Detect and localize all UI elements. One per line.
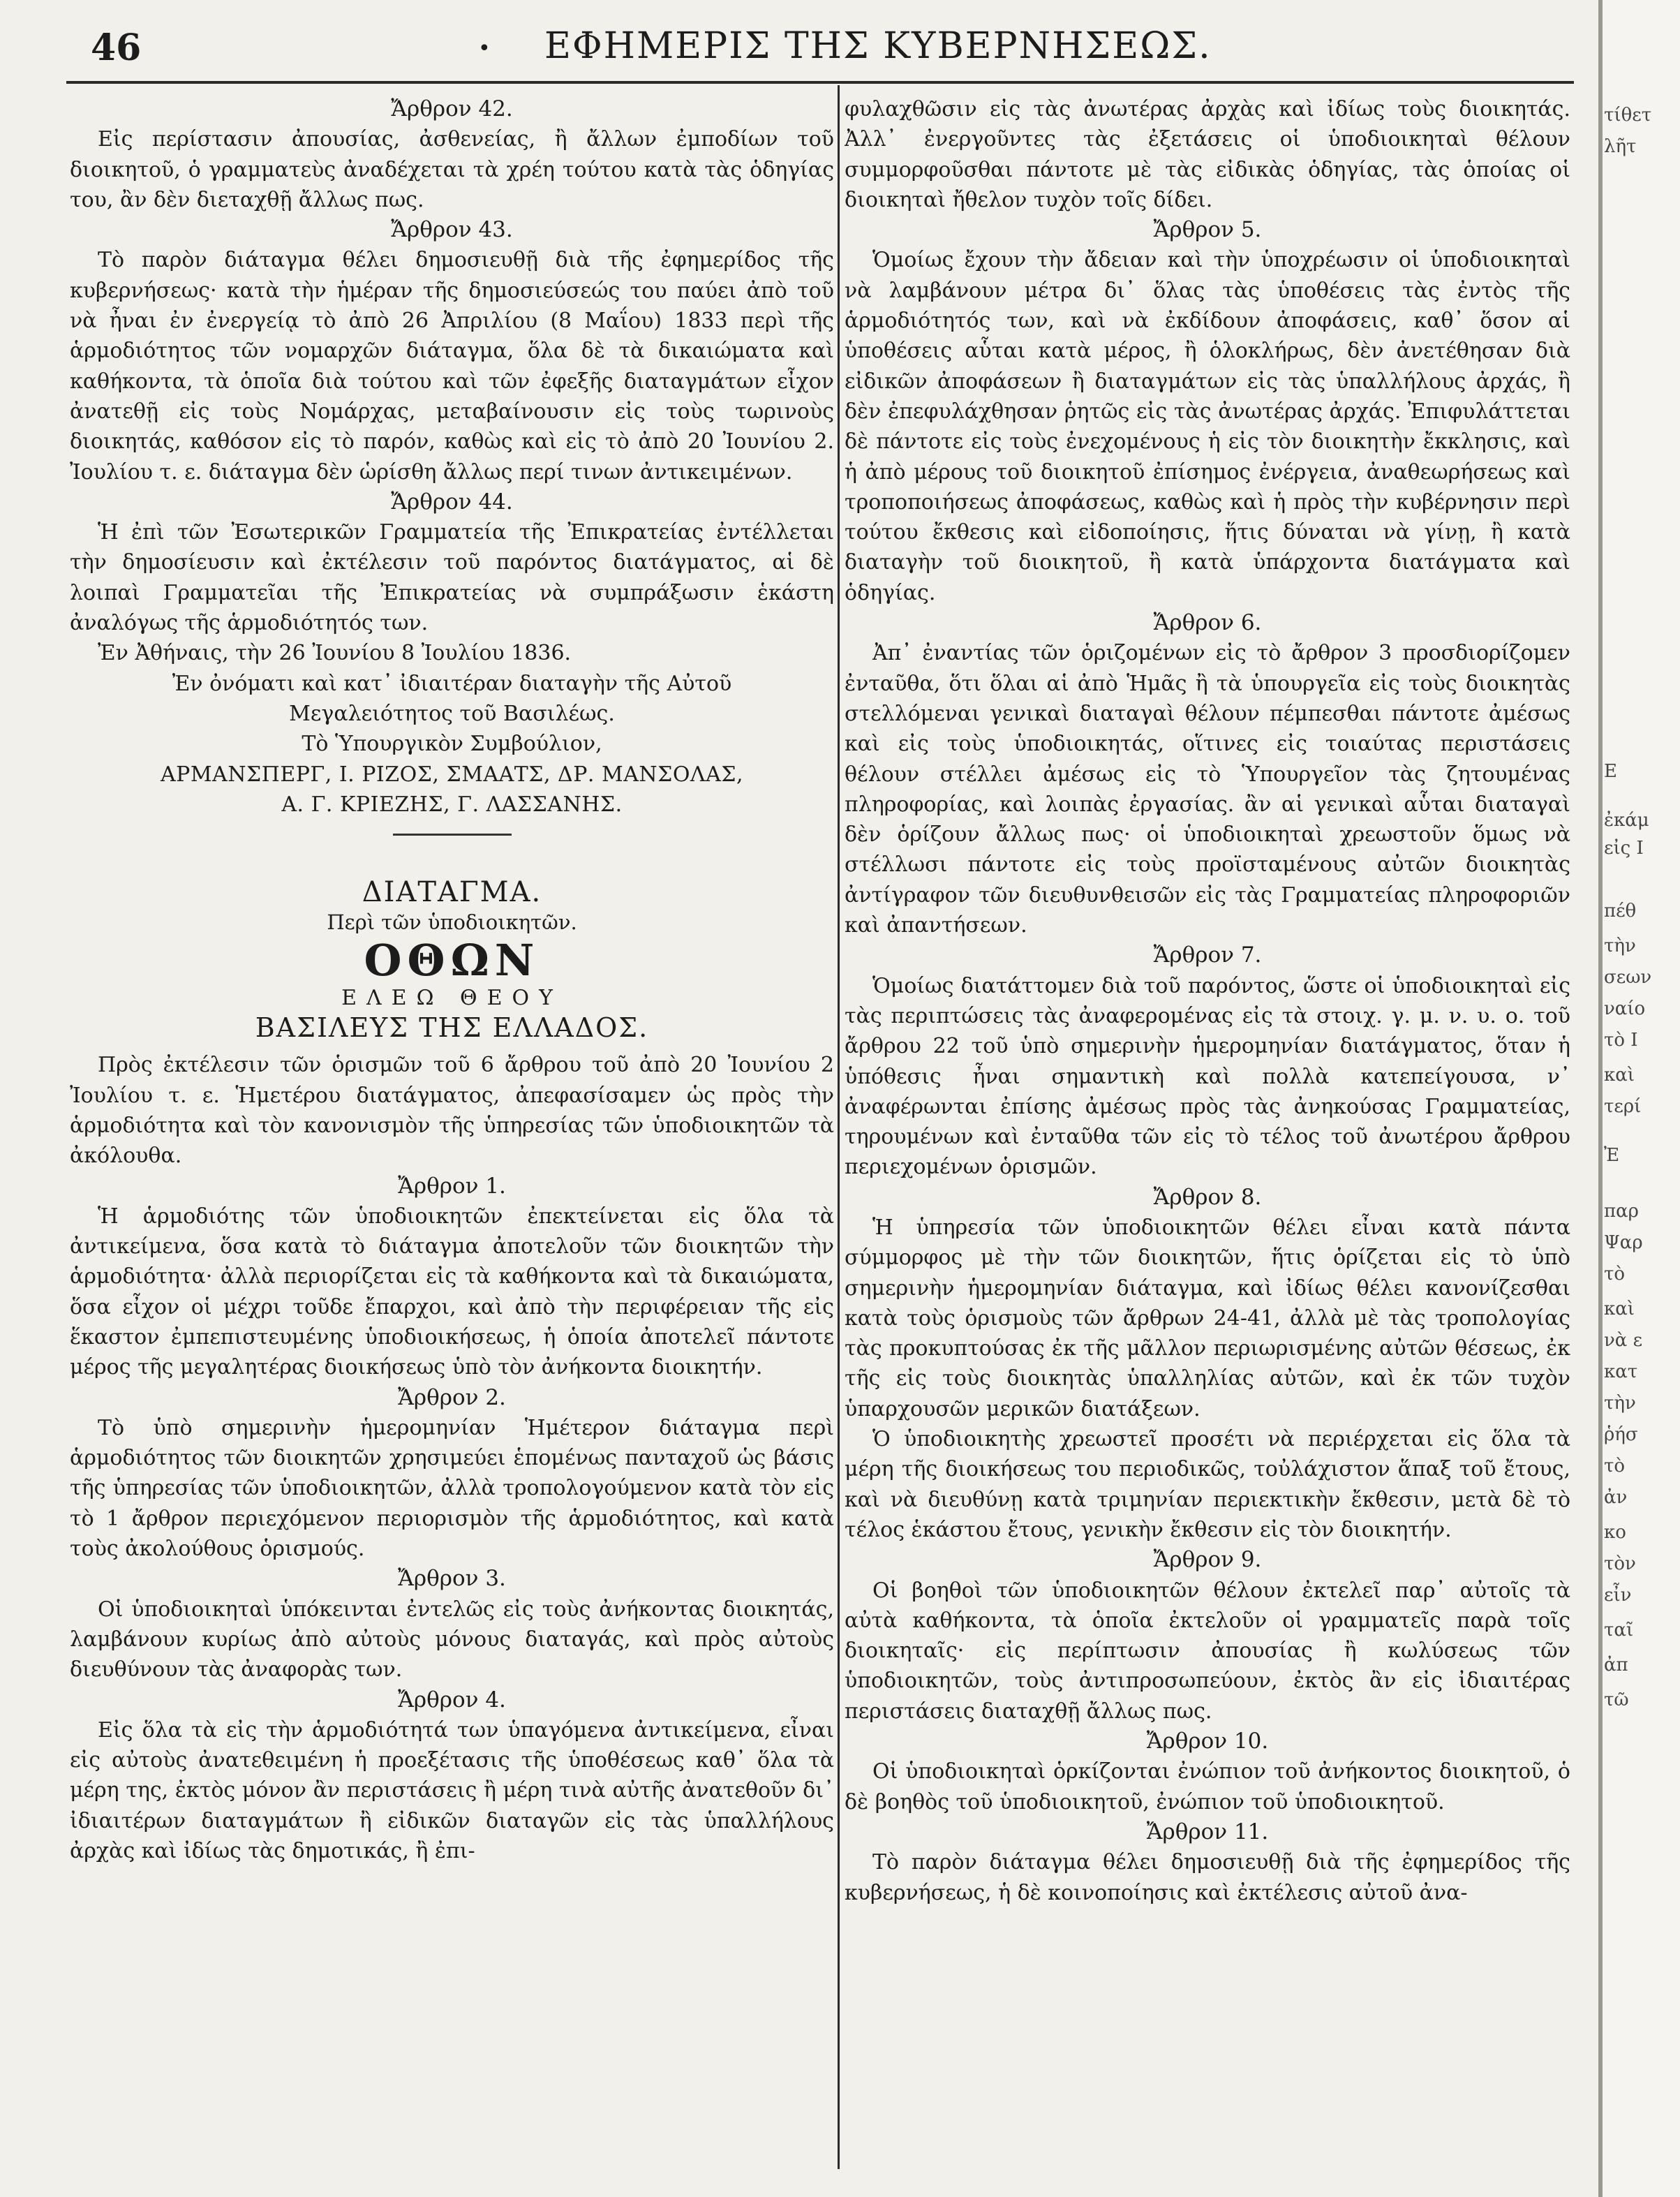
article-text: Ὁμοίως διατάττομεν διὰ τοῦ παρόντος, ὥστε οἱ ὑποδιοικηταὶ εἰς τὰς περιπτώσεις τὰς ἀναφερομένας εἰς τὰ στοιχ. γ. μ. ν. υ. ο. τοῦ ἄρθρου 22 τοῦ ὑπὸ σημερινὴν ἡμερομηνίαν διατάγματος, ὅταν ἡ ὑπόθεσις ἦναι σημαντικὴ καὶ πολλὰ κατεπείγουσα, ν᾽ ἀναφέρωνται ἐπίσης ἀμέσως πρὸς τὰς ἀνηκούσας Γραμματείας, τηρουμένων καὶ ἐνταῦθα τῶν εἰς τὸ τέλος τοῦ ἀνωτέρου ἄρθρου περιεχομένων ὁρισμῶν. bbox=[845, 973, 1570, 1180]
adjacent-page-fragment: ἀν bbox=[1604, 1487, 1628, 1508]
adjacent-page-fragment: καὶ bbox=[1604, 1299, 1635, 1319]
signatories: Α. Γ. ΚΡΙΕΖΗΣ, Γ. ΛΑΣΣΑΝΗΣ. bbox=[281, 792, 623, 817]
decree-subtitle: Περὶ τῶν ὑποδιοικητῶν. bbox=[327, 910, 577, 935]
article-text: Οἱ ὑποδιοικηταὶ ὑπόκεινται ἐντελῶς εἰς τοὺς ἀνήκοντας διοικητάς, λαμβάνουν κυρίως ἀπὸ αὐτοὺς μόνους διαταγάς, καὶ πρὸς αὐτοὺς διευθύνουν τὰς ἀναφορὰς των. bbox=[70, 1597, 834, 1682]
adjacent-page-fragment: καὶ bbox=[1604, 1065, 1635, 1086]
article-text: Τὸ ὑπὸ σημερινὴν ἡμερομηνίαν Ἡμέτερον διάταγμα περὶ ἁρμοδιότητος τῶν διοικητῶν χρησιμεύει ἑπομένως πανταχοῦ ὡς βάσις τῆς ὑπηρεσίας τῶν ὑποδιοικητῶν, ἀλλὰ τροπολογούμενον κατὰ τὸν εἰς τὸ 1 ἄρθρον περιεχόμενον περιορισμὸν τῆς ἁρμοδιότητος, καὶ κατὰ τοὺς ἀκολούθους ὁρισμούς. bbox=[70, 1415, 834, 1562]
adjacent-page-fragment: ναίο bbox=[1604, 998, 1646, 1019]
column-divider bbox=[838, 85, 840, 2169]
adjacent-page-fragment: τὸ bbox=[1604, 1264, 1626, 1285]
article-text: Εἰς ὅλα τὰ εἰς τὴν ἁρμοδιότητά των ὑπαγόμενα ἀντικείμενα, εἶναι εἰς αὐτοὺς ἀνατεθειμένη ἡ προεξέτασις τῆς ὑποθέσεως καθ᾽ ὅλα τὰ μέρη της, ἐκτὸς μόνον ἂν περιστάσεις ἢ μέρη τινὰ αὐτῆς ἀνατεθοῦν δι᾽ ἰδιαιτέρων διαταγμάτων ἢ εἰδικῶν διαταγῶν εἰς τὰς ὑπαλλήλους ἀρχὰς καὶ ἰδίως τὰς δημοτικάς, ἢ ἐπι- bbox=[70, 1717, 834, 1864]
preamble: Πρὸς ἐκτέλεσιν τῶν ὁρισμῶν τοῦ 6 ἄρθρου τοῦ ἀπὸ 20 Ἰουνίου 2 Ἰουλίου τ. ε. Ἡμετέρου διατάγματος, ἀπεφασίσαμεν ὡς πρὸς τὴν ἁρμοδιότητα καὶ τὸν κανονισμὸν τῆς ὑπηρεσίας τῶν ὑποδιοικητῶν τὰ ἀκόλουθα. bbox=[70, 1053, 834, 1169]
article-text: Οἱ βοηθοὶ τῶν ὑποδιοικητῶν θέλουν ἐκτελεῖ παρ᾽ αὐτοῖς τὰ αὐτὰ καθήκοντα, τὰ ὁποῖα ἐκτελοῦν οἱ γραμματεῖς παρὰ τοῖς διοικηταῖς· εἰς περίπτωσιν ἀπουσίας ἢ κωλύσεως τῶν ὑποδιοικητῶν, τοὺς ἀντιπροσωπεύουν, ἐκτὸς ἂν εἰς ἰδιαιτέρας περιστάσεις διαταχθῇ ἄλλως πως. bbox=[845, 1578, 1570, 1724]
article-text: Ἡ ὑπηρεσία τῶν ὑποδιοικητῶν θέλει εἶναι κατὰ πάντα σύμμορφος μὲ τὴν τῶν διοικητῶν, ἥτις ὁρίζεται εἰς τὸ ὑπὸ σημερινὴν ἡμερομηνίαν διάταγμα, καὶ ἰδίως θέλει κανονίζεσθαι κατὰ τοὺς ὁρισμοὺς τῶν ἄρθρων 24-41, ἀλλὰ μὲ τὰς τροπολογίας τὰς προκυπτούσας ἐκ τῆς μᾶλλον περιωρισμένης αὐτῶν θέσεως, ἐκ τῆς εἰς τοὺς διοικητὰς ὑπαλληλίας αὐτῶν, καὶ ἐκ τῶν τυχὸν ὑπαρχουσῶν μερικῶν διατάξεων. bbox=[845, 1215, 1570, 1421]
article-heading: Ἄρθρον 9. bbox=[1153, 1547, 1262, 1573]
decree-title: ΔΙΑΤΑΓΜΑ. bbox=[362, 876, 542, 909]
adjacent-page-fragment: ῥήσ bbox=[1604, 1424, 1638, 1445]
adjacent-page-fragment: εἰς Ι bbox=[1604, 838, 1644, 859]
article-heading: Ἄρθρον 43. bbox=[391, 217, 513, 243]
article-heading: Ἄρθρον 2. bbox=[398, 1384, 506, 1410]
article-text: Τὸ παρὸν διάταγμα θέλει δημοσιευθῇ διὰ τῆς ἐφημερίδος τῆς κυβερνήσεως· κατὰ τὴν ἡμέραν τῆς δημοσιεύσεώς του παύει ἀπὸ τοῦ νὰ ἦναι ἐν ἐνεργείᾳ τὸ ἀπὸ 26 Ἀπριλίου (8 Μαΐου) 1833 περὶ τῆς ἁρμοδιότητος τῶν νομαρχῶν διάταγμα, ὅλα δὲ τὰ δικαιώματα καὶ καθήκοντα, τὰ ὁποῖα διὰ τούτου καὶ τῶν ἐφεξῆς διαταγμάτων εἶχον ἀνατεθῇ εἰς τοὺς Νομάρχας, μεταβαίνουσιν εἰς τοὺς τωρινοὺς διοικητάς, καθόσον εἰς τὸ παρόν, καθὼς καὶ εἰς τὸ ἀπὸ 20 Ἰουνίου 2. Ἰουλίου τ. ε. διάταγμα δὲν ὡρίσθη ἄλλως περί τινων ἀντικειμένων. bbox=[70, 248, 834, 484]
article-text: Τὸ παρὸν διάταγμα θέλει δημοσιευθῇ διὰ τῆς ἐφημερίδος τῆς κυβερνήσεως, ἡ δὲ κοινοποίησις καὶ ἐκτέλεσις αὐτοῦ ἀνα- bbox=[845, 1850, 1570, 1905]
adjacent-page-fragment: νὰ ε bbox=[1604, 1330, 1643, 1351]
king-name: ΟΘΩΝ bbox=[364, 934, 540, 986]
article-heading: Ἄρθρον 6. bbox=[1153, 610, 1262, 636]
adjacent-page-fragment: τίθετ bbox=[1604, 105, 1652, 126]
adjacent-page-fragment: κατ bbox=[1604, 1361, 1638, 1382]
article-heading: Ἄρθρον 1. bbox=[398, 1173, 506, 1199]
order-line: Μεγαλειότητος τοῦ Βασιλέως. bbox=[289, 701, 615, 726]
adjacent-page-fragment: Ε bbox=[1604, 761, 1617, 782]
article-text: Ἡ ἁρμοδιότης τῶν ὑποδιοικητῶν ἐπεκτείνεται εἰς ὅλα τὰ ἀντικείμενα, ὅσα κατὰ τὸ διάταγμα ἀποτελοῦν τῶν διοικητῶν τὴν ἁρμοδιότητα· ἀλλὰ περιορίζεται εἰς τὰ καθήκοντα καὶ τὰ δικαιώματα, ὅσα εἶχον οἱ μέχρι τοῦδε ἔπαρχοι, καὶ ἀπὸ τὴν περιφέρειαν τῆς εἰς ἕκαστον ἐμπεπιστευμένης ὑποδιοικήσεως, ἡ ὁποία ἀποτελεῖ πάντοτε μέρος τῆς μεγαλητέρας διοικήσεως ὑπὸ τὸν ἀνήκοντα διοικητήν. bbox=[70, 1204, 834, 1380]
adjacent-page-fragment: ταῖ bbox=[1604, 1620, 1634, 1641]
header-rule bbox=[66, 81, 1574, 84]
adjacent-page-fragment: ἀπ bbox=[1604, 1655, 1628, 1676]
order-line: Ἐν ὀνόματι καὶ κατ᾽ ἰδιαιτέραν διαταγὴν τῆς Αὐτοῦ bbox=[172, 671, 732, 696]
adjacent-page-fragment: τὸν bbox=[1604, 1553, 1636, 1574]
article-text: Οἱ ὑποδιοικηταὶ ὁρκίζονται ἐνώπιον τοῦ ἀνήκοντος διοικητοῦ, ὁ δὲ βοηθὸς τοῦ ὑποδιοικητοῦ, ἐνώπιον τοῦ ὑποδιοικητοῦ. bbox=[845, 1759, 1570, 1814]
adjacent-page-fragment: σεων bbox=[1604, 967, 1652, 988]
adjacent-page-fragment: Ἐ bbox=[1604, 1145, 1620, 1166]
article-heading: Ἄρθρον 5. bbox=[1153, 217, 1262, 243]
adjacent-page-strip bbox=[1598, 0, 1680, 2197]
article-heading: Ἄρθρον 10. bbox=[1146, 1729, 1269, 1754]
adjacent-page-fragment: τὸ bbox=[1604, 1456, 1626, 1477]
article-heading: Ἄρθρον 8. bbox=[1153, 1184, 1262, 1210]
adjacent-page-fragment: εἶν bbox=[1604, 1585, 1632, 1606]
king-title: ΒΑΣΙΛΕΥΣ ΤΗΣ ΕΛΛΑΔΟΣ. bbox=[255, 1012, 649, 1044]
signatories: ΑΡΜΑΝΣΠΕΡΓ, Ι. ΡΙΖΟΣ, ΣΜΑΑΤΣ, ΔΡ. ΜΑΝΣΟΛΑΣ, bbox=[160, 762, 743, 787]
header-dot: • bbox=[478, 36, 491, 61]
article-text: φυλαχθῶσιν εἰς τὰς ἀνωτέρας ἀρχὰς καὶ ἰδίως τοὺς διοικητάς. Ἀλλ᾽ ἐνεργοῦντες τὰς ἐξετάσεις οἱ ὑποδιοικηταὶ θέλουν συμμορφοῦσθαι πάντοτε μὲ τὰς εἰδικὰς ὁδηγίας, τὰς ὁποίας οἱ διοικηταὶ ἤθελον τυχὸν τοῖς δίδει. bbox=[845, 97, 1570, 212]
adjacent-page-fragment: πέθ bbox=[1604, 901, 1637, 922]
article-text: Ὁ ὑποδιοικητὴς χρεωστεῖ προσέτι νὰ περιέρχεται εἰς ὅλα τὰ μέρη τῆς διοικήσεως του περιοδικῶς, τοὐλάχιστον ἅπαξ τοῦ ἔτους, καὶ νὰ διευθύνῃ κατὰ τριμηνίαν περιεκτικὴν ἔκθεσιν, μετὰ δὲ τὸ τέλος ἑκάστου ἔτους, γενικὴν ἔκθεσιν εἰς τὸν διοικητήν. bbox=[845, 1427, 1570, 1542]
article-heading: Ἄρθρον 42. bbox=[391, 96, 513, 121]
left-column bbox=[70, 94, 834, 2161]
section-rule bbox=[393, 834, 512, 836]
adjacent-page-fragment: τερί bbox=[1604, 1096, 1642, 1117]
council-line: Τὸ Ὑπουργικὸν Συμβούλιον, bbox=[302, 732, 602, 757]
article-heading: Ἄρθρον 44. bbox=[391, 489, 513, 515]
adjacent-page-fragment: κο bbox=[1604, 1522, 1626, 1543]
right-column bbox=[845, 94, 1570, 2161]
adjacent-page-fragment: παρ bbox=[1604, 1201, 1639, 1222]
article-heading: Ἄρθρον 3. bbox=[398, 1566, 506, 1592]
adjacent-page-fragment: τὸ Ι bbox=[1604, 1030, 1638, 1051]
adjacent-page-fragment: ἐκάμ bbox=[1604, 810, 1649, 831]
article-heading: Ἄρθρον 11. bbox=[1146, 1819, 1269, 1844]
page-number: 46 bbox=[91, 27, 142, 69]
grace-line: ΕΛΕΩ ΘΕΟΥ bbox=[341, 985, 563, 1010]
adjacent-page-fragment: τὴν bbox=[1604, 1393, 1636, 1414]
article-heading: Ἄρθρον 7. bbox=[1153, 942, 1262, 968]
date-line: Ἐν Ἀθήναις, τὴν 26 Ἰουνίου 8 Ἰουλίου 1836. bbox=[98, 641, 572, 666]
article-heading: Ἄρθρον 4. bbox=[398, 1687, 506, 1713]
article-text: Εἰς περίστασιν ἀπουσίας, ἀσθενείας, ἢ ἄλλων ἐμποδίων τοῦ διοικητοῦ, ὁ γραμματεὺς ἀναδέχεται τὰ χρέη τούτου κατὰ τὰς ὁδηγίας του, ἂν δὲν διεταχθῇ ἄλλως πως. bbox=[70, 127, 834, 212]
article-text: Ἡ ἐπὶ τῶν Ἐσωτερικῶν Γραμματεία τῆς Ἐπικρατείας ἐντέλλεται τὴν δημοσίευσιν καὶ ἐκτέλεσιν τοῦ παρόντος διατάγματος, αἱ δὲ λοιπαὶ Γραμματεῖαι τῆς Ἐπικρατείας νὰ συμπράξωσιν ἑκάστη ἀναλόγως τῆς ἁρμοδιότητός των. bbox=[70, 520, 834, 636]
newspaper-title: ΕΦΗΜΕΡΙΣ ΤΗΣ ΚΥΒΕΡΝΗΣΕΩΣ. bbox=[544, 25, 1212, 67]
article-text: Ἀπ᾽ ἐναντίας τῶν ὁριζομένων εἰς τὸ ἄρθρον 3 προσδιορίζομεν ἐνταῦθα, ὅτι ὅλαι αἱ ἀπὸ Ἡμᾶς ἢ τὰ ὑπουργεῖα εἰς τοὺς διοικητὰς στελλόμεναι γενικαὶ διαταγαὶ θέλουν πέμπεσθαι πάντοτε ἀμέσως καὶ εἰς τοὺς ὑποδιοικητάς, οἵτινες εἰς τοιαύτας περιστάσεις θέλουν στέλλει ἀμέσως εἰς τὸ Ὑπουργεῖον τὰς ζητουμένας πληροφορίας, καὶ λοιπὰς ἐργασίας. ἂν αἱ γενικαὶ αὗται διαταγαὶ δὲν ὁρίζουν ἄλλως πως· οἱ ὑποδιοικηταὶ χρεωστοῦν ὅμως νὰ στέλλωσι πάντοτε εἰς τοὺς προϊσταμένους αὐτῶν διοικητὰς ἀντίγραφον τῶν διευθυνθεισῶν εἰς τὰς Γραμματείας πληροφοριῶν καὶ ἀπαντήσεων. bbox=[845, 641, 1570, 938]
article-text: Ὁμοίως ἔχουν τὴν ἄδειαν καὶ τὴν ὑποχρέωσιν οἱ ὑποδιοικηταὶ νὰ λαμβάνουν μέτρα δι᾽ ὅλας τὰς ὑποθέσεις τὰς ἐντὸς τῆς ἁρμοδιότητός των, καὶ νὰ ἐκδίδουν ἀποφάσεις, καθ᾽ ὅσον αἱ ὑποθέσεις αὗται κατὰ μέρος, ἢ ὁλοκλήρως, δὲν ἀνετέθησαν διὰ εἰδικῶν ἀποφάσεων ἢ διαταγμάτων εἰς τὰς ὑπαλλήλους ἀρχάς, ἢ δὲν ἐπεφυλάχθησαν ῥητῶς εἰς τὰς ἀνωτέρας ἀρχάς. Ἐπιφυλάττεται δὲ πάντοτε εἰς τοὺς ἐνεχομένους ἡ εἰς τὸν διοικητὴν ἔκκλησις, καὶ ἡ ἀπὸ μέρους τοῦ διοικητοῦ ἐπίσημος ἐνέργεια, ἀναθεωρήσεως καὶ τροποποιήσεως ἀποφάσεως, καθὼς καὶ ἡ πρὸς τὴν κυβέρνησιν περὶ τούτου ἔκθεσις καὶ εἰδοποίησις, ἥτις δύναται νὰ γίνῃ, ἢ κατὰ διαταγὴν τοῦ διοικητοῦ, ἢ κατὰ ὑπάρχοντα διατάγματα καὶ ὁδηγίας. bbox=[845, 248, 1570, 605]
adjacent-page-fragment: λῆτ bbox=[1604, 136, 1637, 157]
adjacent-page-fragment: τῶ bbox=[1604, 1689, 1629, 1710]
adjacent-page-fragment: τὴν bbox=[1604, 935, 1636, 956]
adjacent-page-fragment: Ψαρ bbox=[1604, 1232, 1643, 1253]
page-edge bbox=[1598, 0, 1603, 2197]
